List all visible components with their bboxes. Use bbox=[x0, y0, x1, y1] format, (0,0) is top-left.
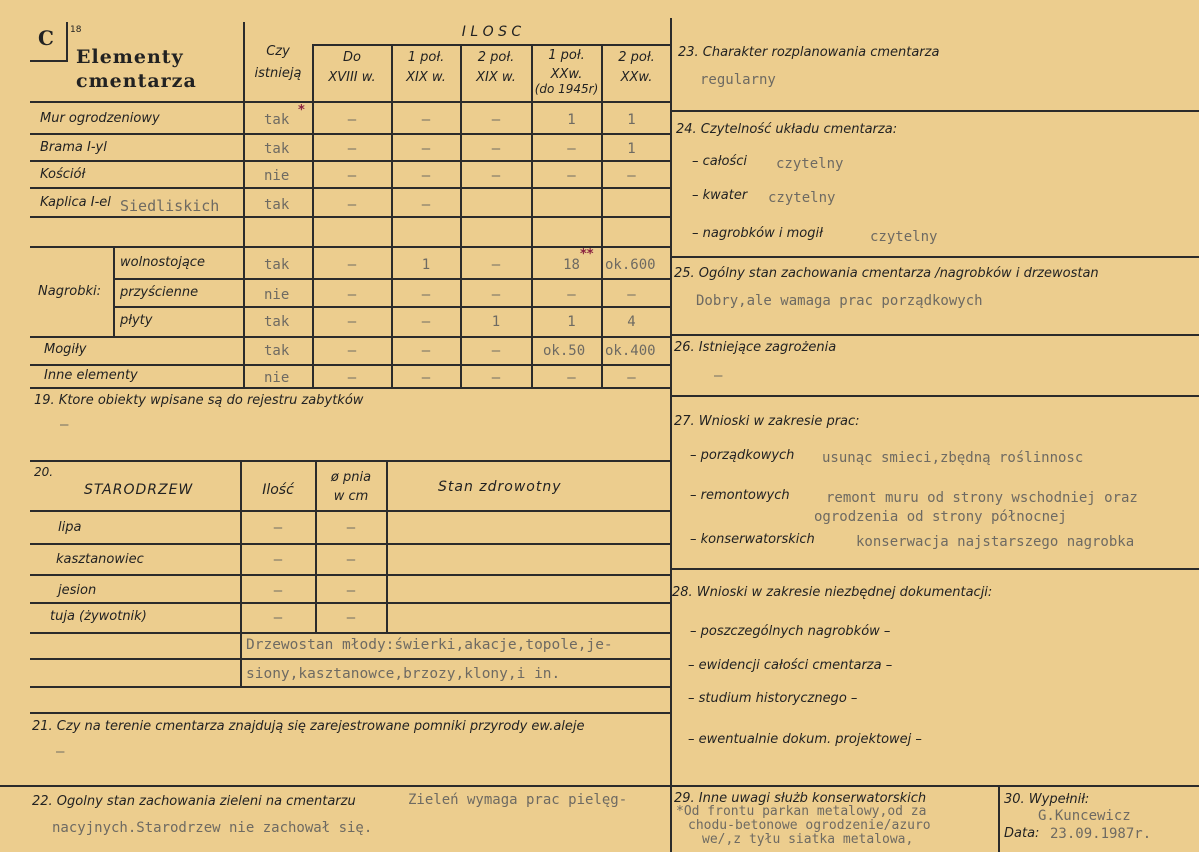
row-label-kaplica: Kaplica I-el bbox=[40, 195, 111, 210]
col-1p20-c: (do 1945r) bbox=[534, 82, 599, 96]
cell: – bbox=[491, 257, 501, 273]
q29-value-2: chodu-betonowe ogrodzenie/azuro bbox=[688, 818, 931, 833]
q30-name: G.Kuncewicz bbox=[1038, 808, 1131, 824]
section-hline bbox=[30, 460, 671, 462]
table-hline bbox=[30, 246, 671, 248]
q24-item-calosci: – całości bbox=[692, 154, 747, 169]
q27-label: 27. Wnioski w zakresie prac: bbox=[674, 414, 860, 429]
right-hline bbox=[671, 395, 1199, 397]
cell: tak bbox=[264, 257, 290, 273]
cell: – bbox=[421, 343, 431, 359]
cell: ok.50 bbox=[543, 343, 586, 359]
cell: – bbox=[421, 141, 431, 157]
table-hline bbox=[30, 387, 671, 389]
row-label-inne: Inne elementy bbox=[44, 368, 138, 383]
tree-jesion: jesion bbox=[58, 583, 97, 598]
cell: 1 bbox=[627, 112, 636, 128]
row-label-mogily: Mogiły bbox=[44, 342, 87, 357]
q27-item-remontowych: – remontowych bbox=[690, 488, 790, 503]
cell: – bbox=[346, 520, 356, 536]
cell: – bbox=[347, 112, 357, 128]
q27-value-remontowych: remont muru od strony wschodniej oraz bbox=[826, 490, 1138, 506]
q28-item-1: – poszczególnych nagrobków – bbox=[690, 624, 891, 639]
cell: – bbox=[567, 370, 576, 386]
cell: nie bbox=[264, 370, 290, 386]
q19-value: – bbox=[60, 417, 69, 433]
table-hline bbox=[30, 336, 671, 338]
cell-czy-kosciol: nie bbox=[264, 168, 290, 184]
q27-value-porzadkowych: usunąc smieci,zbędną roślinnosc bbox=[822, 450, 1084, 466]
q29-label: 29. Inne uwagi służb konserwatorskich bbox=[674, 791, 927, 806]
cell: – bbox=[347, 141, 357, 157]
q26-label: 26. Istniejące zagrożenia bbox=[674, 340, 837, 355]
ilosc-header: I L O S C bbox=[461, 24, 522, 40]
col-czy: Czy bbox=[266, 44, 290, 59]
q27-item-porzadkowych: – porządkowych bbox=[690, 448, 795, 463]
table-hline bbox=[30, 364, 671, 366]
right-hline bbox=[671, 256, 1199, 258]
mark-double-star: ** bbox=[580, 247, 594, 262]
q28-item-4: – ewentualnie dokum. projektowej – bbox=[688, 732, 922, 747]
bottom-vline bbox=[998, 785, 1000, 852]
cell: – bbox=[421, 314, 431, 330]
q30-label: 30. Wypełnił: bbox=[1004, 792, 1090, 807]
tree-hline bbox=[30, 510, 671, 512]
q23-value: regularny bbox=[700, 72, 776, 88]
title-line1: Elementy bbox=[76, 46, 184, 68]
cell: – bbox=[627, 168, 636, 184]
tree-hline bbox=[30, 632, 671, 634]
table-hline bbox=[30, 101, 671, 103]
cell: – bbox=[347, 314, 357, 330]
q29-value-3: we/,z tyłu siatka metalowa, bbox=[702, 832, 914, 847]
q28-label: 28. Wnioski w zakresie niezbędnej dokumentacji: bbox=[672, 585, 993, 600]
cell: 18 bbox=[563, 257, 580, 273]
row-label-plyty: płyty bbox=[120, 313, 153, 328]
q21-label: 21. Czy na terenie cmentarza znajdują się zarejestrowane pomniki przyrody ew.aleje bbox=[32, 719, 585, 734]
corner-letter: C bbox=[38, 26, 55, 50]
q27-value-konserwatorskich: konserwacja najstarszego nagrobka bbox=[856, 534, 1135, 550]
cell: – bbox=[491, 370, 501, 386]
trees-note-line2: siony,kasztanowce,brzozy,klony,i in. bbox=[246, 666, 561, 682]
cell: – bbox=[567, 168, 576, 184]
q20-pnia1: ø pnia bbox=[330, 470, 372, 485]
cell: nie bbox=[264, 287, 290, 303]
nagrobki-label: Nagrobki: bbox=[38, 284, 102, 299]
column-divider bbox=[670, 18, 672, 852]
table-hline bbox=[30, 216, 671, 218]
table-hline bbox=[30, 160, 671, 162]
tree-hline bbox=[30, 602, 671, 604]
q24-item-kwater: – kwater bbox=[692, 188, 748, 203]
cell: – bbox=[347, 197, 357, 213]
cell: tak bbox=[264, 343, 290, 359]
cell-czy-brama: tak bbox=[264, 141, 290, 157]
cell: 4 bbox=[627, 314, 636, 330]
q30-date-label: Data: bbox=[1004, 826, 1040, 841]
cell: – bbox=[347, 370, 357, 386]
cell: 1 bbox=[627, 141, 636, 157]
table-hline bbox=[312, 44, 671, 46]
cell: ok.400 bbox=[605, 343, 656, 359]
q27-value-remontowych-2: ogrodzenia od strony północnej bbox=[814, 509, 1067, 525]
q24-value-nagrobkow: czytelny bbox=[870, 229, 938, 245]
cell: – bbox=[491, 343, 501, 359]
q24-item-nagrobkow: – nagrobków i mogił bbox=[692, 226, 823, 241]
col-2p20: 2 poł. bbox=[618, 50, 655, 65]
tree-hline bbox=[30, 712, 671, 714]
right-hline bbox=[671, 110, 1199, 112]
tree-kasztanowiec: kasztanowiec bbox=[56, 552, 144, 567]
col-istnieja: istnieją bbox=[254, 66, 302, 81]
col-2p19: 2 poł. bbox=[477, 50, 515, 65]
table-hline bbox=[30, 187, 671, 189]
cell: – bbox=[346, 552, 356, 568]
cell: – bbox=[627, 370, 636, 386]
cell: – bbox=[421, 168, 431, 184]
table-hline bbox=[113, 278, 671, 280]
q24-label: 24. Czytelność układu cmentarza: bbox=[676, 122, 898, 137]
q28-item-3: – studium historycznego – bbox=[688, 691, 858, 706]
corner-number: 18 bbox=[70, 25, 82, 35]
tree-vline bbox=[386, 460, 388, 632]
col-1p20: 1 poł. bbox=[548, 48, 585, 63]
tree-vline bbox=[315, 460, 317, 632]
tree-hline bbox=[30, 543, 671, 545]
cell: – bbox=[491, 112, 501, 128]
col-1p20-b: XXw. bbox=[550, 67, 583, 82]
col-2p20-b: XXw. bbox=[620, 70, 653, 85]
cell: – bbox=[347, 257, 357, 273]
q20-ilosc: Ilość bbox=[262, 482, 294, 498]
q22-value-line2: nacyjnych.Starodrzew nie zachował się. bbox=[52, 820, 373, 836]
trees-note-line1: Drzewostan młody:świerki,akacje,topole,je- bbox=[246, 637, 613, 653]
row-label-kosciol: Kościół bbox=[40, 167, 86, 182]
cell: – bbox=[421, 112, 431, 128]
cell: – bbox=[273, 520, 283, 536]
cell: – bbox=[567, 141, 576, 157]
cell: – bbox=[421, 287, 431, 303]
cell: – bbox=[347, 287, 357, 303]
q25-label: 25. Ogólny stan zachowania cmentarza /nagrobków i drzewostan bbox=[674, 266, 1099, 281]
corner-box-line bbox=[30, 60, 68, 62]
cell: tak bbox=[264, 314, 290, 330]
cell-czy-mur: tak bbox=[264, 112, 290, 128]
row-label-wolnostojace: wolnostojące bbox=[120, 255, 205, 270]
cell: – bbox=[273, 552, 283, 568]
q20-title: STARODRZEW bbox=[84, 482, 194, 498]
q19-label: 19. Ktore obiekty wpisane są do rejestru zabytków bbox=[34, 393, 364, 408]
kaplica-extra: Siedliskich bbox=[120, 197, 220, 215]
table-vline bbox=[113, 246, 115, 336]
cell: – bbox=[347, 168, 357, 184]
cell: – bbox=[347, 343, 357, 359]
col-do: Do bbox=[343, 50, 361, 65]
q28-item-2: – ewidencji całości cmentarza – bbox=[688, 658, 893, 673]
q25-value: Dobry,ale wamaga prac porządkowych bbox=[696, 293, 983, 309]
col-do-2: XVIII w. bbox=[328, 70, 376, 85]
q24-value-calosci: czytelny bbox=[776, 156, 844, 172]
mark-star: * bbox=[298, 103, 305, 118]
tree-hline bbox=[30, 574, 671, 576]
cell: – bbox=[273, 610, 283, 626]
row-label-brama: Brama I-yl bbox=[40, 140, 107, 155]
col-2p19-b: XIX w. bbox=[476, 70, 516, 85]
q20-stan: Stan zdrowotny bbox=[438, 479, 562, 495]
cell: – bbox=[567, 287, 576, 303]
cell: – bbox=[627, 287, 636, 303]
cell: ok.600 bbox=[605, 257, 656, 273]
right-hline bbox=[671, 334, 1199, 336]
title-line2: cmentarza bbox=[76, 70, 197, 92]
cell: – bbox=[421, 370, 431, 386]
col-1p19-b: XIX w. bbox=[406, 70, 446, 85]
row-label-przyscienne: przyścienne bbox=[120, 285, 199, 300]
cell: – bbox=[273, 583, 283, 599]
cell: – bbox=[491, 141, 501, 157]
q23-label: 23. Charakter rozplanowania cmentarza bbox=[678, 45, 940, 60]
q20-number: 20. bbox=[34, 465, 54, 479]
cell: – bbox=[421, 197, 431, 213]
cell: 1 bbox=[491, 314, 501, 330]
cell: – bbox=[491, 287, 501, 303]
q27-item-konserwatorskich: – konserwatorskich bbox=[690, 532, 815, 547]
right-hline bbox=[671, 568, 1199, 570]
tree-lipa: lipa bbox=[58, 520, 82, 535]
cell: – bbox=[491, 168, 501, 184]
tree-tuja: tuja (żywotnik) bbox=[50, 609, 147, 624]
table-hline bbox=[30, 133, 671, 135]
col-1p19: 1 poł. bbox=[407, 50, 445, 65]
tree-hline bbox=[30, 658, 671, 660]
q21-value: – bbox=[56, 744, 65, 760]
q20-pnia2: w cm bbox=[333, 489, 369, 504]
cell: 1 bbox=[421, 257, 431, 273]
table-hline bbox=[113, 306, 671, 308]
tree-hline bbox=[30, 686, 671, 688]
q30-date: 23.09.1987r. bbox=[1050, 826, 1152, 842]
cell: – bbox=[346, 583, 356, 599]
cell-czy-kaplica: tak bbox=[264, 197, 290, 213]
q26-value: – bbox=[714, 368, 723, 384]
cell: – bbox=[346, 610, 356, 626]
row-label-mur: Mur ogrodzeniowy bbox=[40, 111, 160, 126]
q22-label: 22. Ogolny stan zachowania zieleni na cmentarzu bbox=[32, 794, 356, 809]
cell: 1 bbox=[567, 314, 576, 330]
cell: 1 bbox=[567, 112, 576, 128]
corner-box-line bbox=[66, 22, 68, 62]
q29-value-1: *Od frontu parkan metalowy,od za bbox=[676, 804, 927, 819]
q24-value-kwater: czytelny bbox=[768, 190, 836, 206]
q22-value-line1: Zieleń wymaga prac pielęg- bbox=[408, 792, 628, 808]
bottom-hline bbox=[0, 785, 1199, 787]
